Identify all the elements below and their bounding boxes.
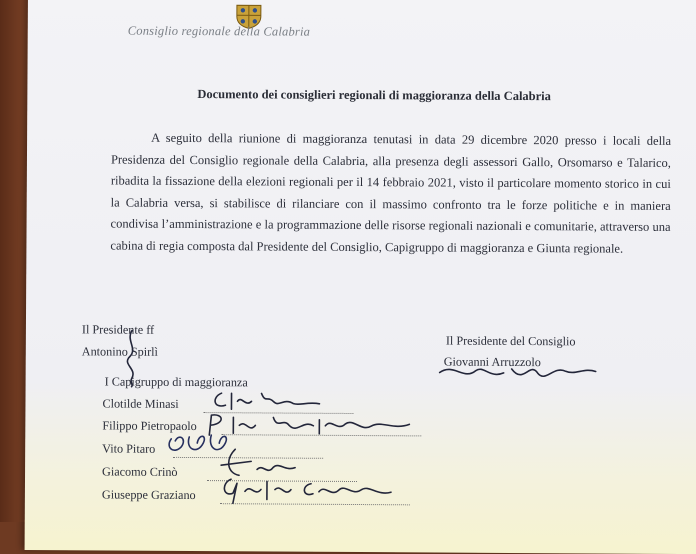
member-name: Giuseppe Graziano	[101, 487, 196, 503]
capigruppo-heading: I Capigruppo di maggioranza	[104, 374, 248, 390]
left-signatory-name: Antonino Spirlì	[81, 344, 159, 359]
member-name: Clotilde Minasi	[102, 396, 179, 411]
member-name: Giacomo Crinò	[102, 464, 178, 479]
letterhead-institution: Consiglio regionale della Calabria	[127, 23, 311, 39]
document-title: Documento dei consiglieri regionali di maggioranza della Calabria	[197, 87, 551, 104]
member-name: Vito Pitaro	[102, 441, 156, 456]
left-signatory-role: Il Presidente ff	[81, 322, 155, 337]
right-signature-scribble	[434, 354, 604, 387]
right-signatory-role: Il Presidente del Consiglio	[445, 333, 576, 349]
document-page	[25, 0, 696, 554]
member-signature-scribble	[215, 473, 415, 508]
member-name: Filippo Pietropaolo	[102, 418, 197, 434]
document-body: A seguito della riunione di maggioranza tenutasi in data 29 dicembre 2020 presso i locali della Presidenza del Consiglio regionale della Calabria, alla presenza degli assessori Gallo, Orsomarso e Talarico, ribadita la fissazione della elezioni regionali per il 14 febbraio 2021, visto il particolare momento storico in cui la Calabria versa, si stabilisce di rilanciare con il massimo confronto tra le forze politiche e in maniera condivisa l’amministrazione e la programmazione delle risorse regionali nazionali e comunitarie, attraverso una cabina di regia composta dal Presidente del Consiglio, Capigruppo di maggioranza e Giunta regionale.	[110, 130, 672, 256]
right-signatory-name: Giovanni Arruzzolo	[443, 354, 541, 370]
